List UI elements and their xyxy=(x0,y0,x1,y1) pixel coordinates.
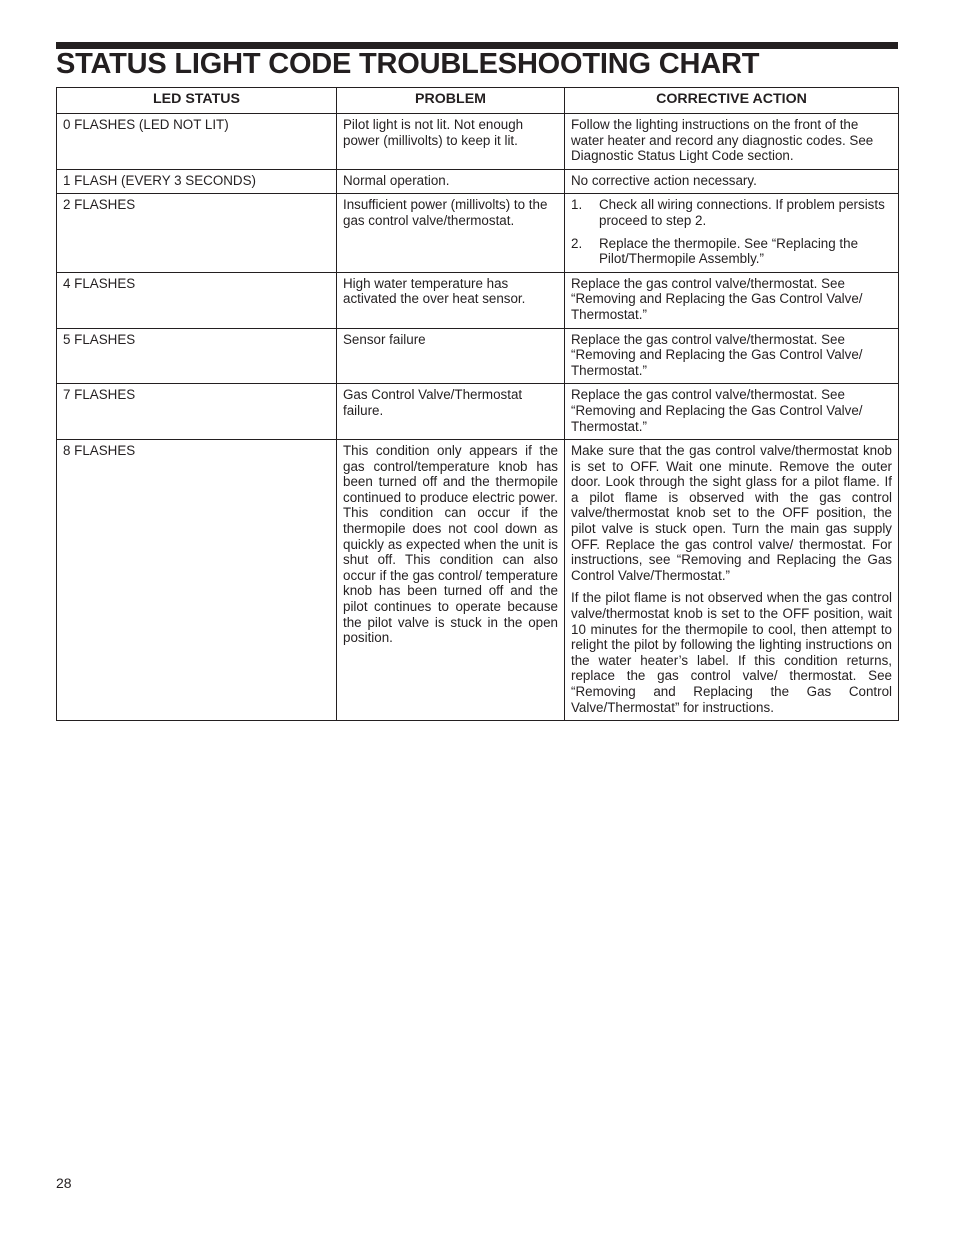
table-row xyxy=(57,328,899,384)
led-status-cell: 5 FLASHES xyxy=(57,328,337,384)
table-row xyxy=(57,169,899,194)
led-status-cell: 4 FLASHES xyxy=(57,272,337,328)
problem-cell: Gas Control Valve/Thermostat failure. xyxy=(337,384,565,440)
led-status-cell: 1 FLASH (EVERY 3 SECONDS) xyxy=(57,169,337,194)
step-text: Check all wiring connections. If problem persists proceed to step 2. xyxy=(599,197,885,228)
corrective-action-cell xyxy=(565,440,899,721)
corrective-action-cell: No corrective action necessary. xyxy=(565,169,899,194)
step-number: 1. xyxy=(571,197,583,213)
table-row xyxy=(57,440,899,721)
page-number: 28 xyxy=(56,1175,72,1191)
led-status-cell: 8 FLASHES xyxy=(57,440,337,721)
led-status-cell: 2 FLASHES xyxy=(57,194,337,272)
problem-cell: Sensor failure xyxy=(337,328,565,384)
header-problem: PROBLEM xyxy=(337,88,565,114)
corrective-action-cell: Replace the gas control valve/thermostat. See “Removing and Replacing the Gas Control Valve/ Thermostat.” xyxy=(565,384,899,440)
action-paragraph: Make sure that the gas control valve/thermostat knob is set to OFF. Wait one minute. Remove the outer door. Look through the sight glass for a pilot flame. If a pilot flame is observed with the gas control valve/thermostat knob set to the OFF position, the pilot valve is stuck open. Turn the main gas supply OFF. Replace the gas control valve/ thermostat. For instructions, see “Removing and Replacing the Gas Control Valve/Thermostat.” xyxy=(571,443,892,583)
table-row xyxy=(57,384,899,440)
led-status-cell: 0 FLASHES (LED NOT LIT) xyxy=(57,114,337,170)
header-corrective-action: CORRECTIVE ACTION xyxy=(565,88,899,114)
table-row xyxy=(57,194,899,272)
table-row xyxy=(57,272,899,328)
table-header-row xyxy=(57,88,899,114)
problem-cell: Pilot light is not lit. Not enough power (millivolts) to keep it lit. xyxy=(337,114,565,170)
list-item xyxy=(571,197,892,228)
corrective-action-cell: Replace the gas control valve/thermostat. See “Removing and Replacing the Gas Control Valve/ Thermostat.” xyxy=(565,328,899,384)
corrective-action-cell xyxy=(565,194,899,272)
step-text: Replace the thermopile. See “Replacing the Pilot/Thermopile Assembly.” xyxy=(599,235,859,267)
problem-cell: This condition only appears if the gas control/temperature knob has been turned off and the thermopile continued to produce electric power. This condition can occur if the thermopile does not cool down as quickly as expected when the unit is shut off. This condition can also occur if the gas control/ temperature knob has been turned off and the pilot continues to operate because the pilot valve is stuck in the open position. xyxy=(337,440,565,721)
problem-cell: Normal operation. xyxy=(337,169,565,194)
page-title: STATUS LIGHT CODE TROUBLESHOOTING CHART xyxy=(56,48,760,80)
led-status-cell: 7 FLASHES xyxy=(57,384,337,440)
header-led-status: LED STATUS xyxy=(57,88,337,114)
action-paragraph: If the pilot flame is not observed when the gas control valve/thermostat knob is set to the OFF position, wait 10 minutes for the thermopile to cool, then attempt to relight the pilot by following the lighting instructions on the water heater’s label. If this condition returns, replace the gas control valve/ thermostat. See “Removing and Replacing the Gas Control Valve/Thermostat” for instructions. xyxy=(571,590,892,715)
step-number: 2. xyxy=(571,235,583,251)
corrective-steps-list xyxy=(571,197,892,266)
troubleshooting-table xyxy=(56,87,899,721)
table-row xyxy=(57,114,899,170)
corrective-action-cell: Follow the lighting instructions on the front of the water heater and record any diagnostic codes. See Diagnostic Status Light Code section. xyxy=(565,114,899,170)
problem-cell: Insufficient power (millivolts) to the gas control valve/thermostat. xyxy=(337,194,565,272)
problem-cell: High water temperature has activated the over heat sensor. xyxy=(337,272,565,328)
list-item xyxy=(571,236,892,267)
corrective-action-cell: Replace the gas control valve/thermostat. See “Removing and Replacing the Gas Control Valve/ Thermostat.” xyxy=(565,272,899,328)
